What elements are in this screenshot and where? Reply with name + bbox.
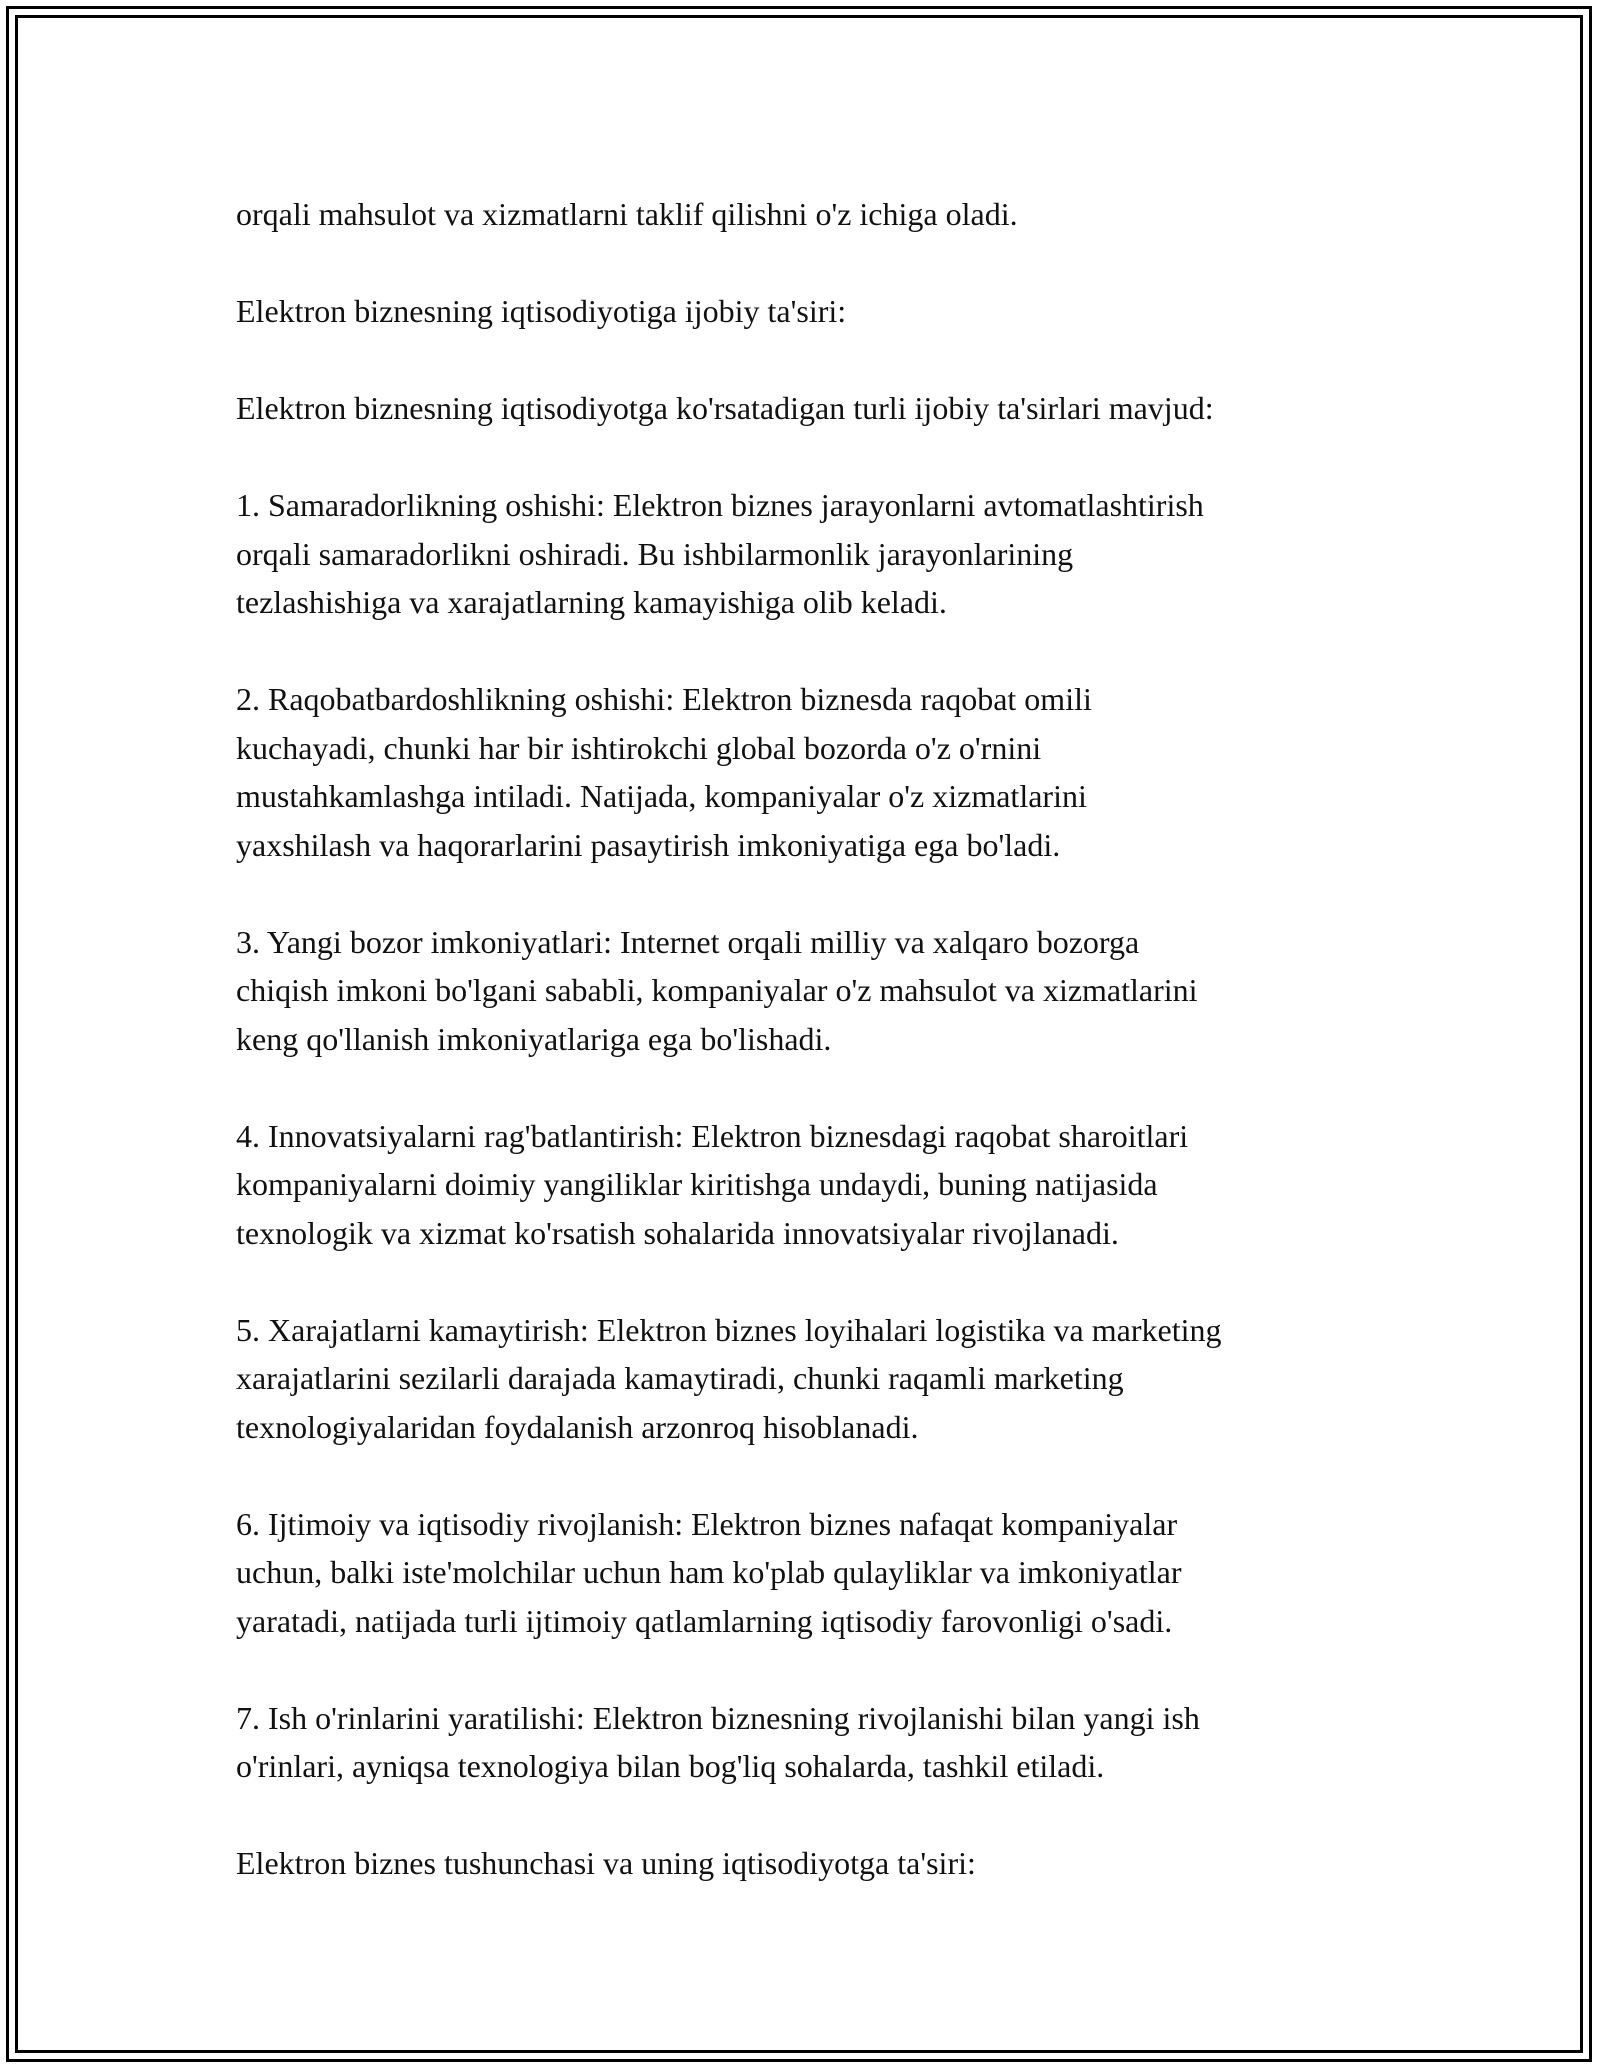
list-item-line: uchun, balki iste'molchilar uchun ham ko'plab qulayliklar va imkoniyatlar [236,1554,1182,1590]
list-item [236,1112,1376,1258]
list-item-line: chiqish imkoni bo'lgani sababli, kompaniyalar o'z mahsulot va xizmatlarini [236,972,1198,1008]
list-item [236,481,1376,627]
list-item-line: 3. Yangi bozor imkoniyatlari: Internet orqali milliy va xalqaro bozorga [236,923,1140,960]
list-item-line: 6. Ijtimoiy va iqtisodiy rivojlanish: Elektron biznes nafaqat kompaniyalar [236,1505,1178,1542]
list-item-line: 2. Raqobatbardoshlikning oshishi: Elektron biznesda raqobat omili [236,681,1092,717]
list-item-line: texnologik va xizmat ko'rsatish sohalarida innovatsiyalar rivojlanadi. [236,1214,1119,1251]
list-item-line: 5. Xarajatlarni kamaytirish: Elektron biznes loyihalari logistika va marketing [236,1311,1222,1348]
impact-heading: Elektron biznesning iqtisodiyotiga ijobiy ta'siri: [236,293,847,329]
list-item-line: orqali samaradorlikni oshiradi. Bu ishbilarmonlik jarayonlarining [236,535,1074,572]
list-item-line: 4. Innovatsiyalarni rag'batlantirish: Elektron biznesdagi raqobat sharoitlari [236,1117,1189,1154]
list-item-line: kuchayadi, chunki har bir ishtirokchi global bozorda o'z o'rnini [236,729,1042,766]
document-body [236,190,1376,1888]
list-item-line: kompaniyalarni doimiy yangiliklar kiritishga undaydi, buning natijasida [236,1166,1158,1202]
list-item-line: mustahkamlashga intiladi. Natijada, kompaniyalar o'z xizmatlarini [236,778,1087,814]
list-item-line: yaxshilash va haqorarlarini pasaytirish imkoniyatiga ega bo'ladi. [236,826,1061,863]
list-item-line: texnologiyalaridan foydalanish arzonroq hisoblanadi. [236,1408,919,1445]
closing-heading: Elektron biznes tushunchasi va uning iqtisodiyotga ta'siri: [236,1845,976,1881]
list-item [236,918,1376,1064]
lead-paragraph: Elektron biznesning iqtisodiyotga ko'rsatadigan turli ijobiy ta'sirlari mavjud: [236,390,1214,426]
intro-tail-paragraph: orqali mahsulot va xizmatlarni taklif qilishni o'z ichiga oladi. [236,196,1018,232]
list-item [236,1306,1376,1452]
list-item [236,675,1376,869]
list-item [236,1694,1376,1791]
list-item-line: yaratadi, natijada turli ijtimoiy qatlamlarning iqtisodiy farovonligi o'sadi. [236,1602,1173,1639]
list-item-line: xarajatlarini sezilarli darajada kamaytiradi, chunki raqamli marketing [236,1360,1124,1396]
list-item-line: o'rinlari, ayniqsa texnologiya bilan bog'liq sohalarda, tashkil etiladi. [236,1748,1105,1784]
list-item-line: tezlashishiga va xarajatlarning kamayishiga olib keladi. [236,584,947,620]
list-item [236,1500,1376,1646]
list-item-line: keng qo'llanish imkoniyatlariga ega bo'lishadi. [236,1020,832,1057]
list-item-line: 7. Ish o'rinlarini yaratilishi: Elektron biznesning rivojlanishi bilan yangi ish [236,1699,1200,1736]
list-item-line: 1. Samaradorlikning oshishi: Elektron biznes jarayonlarni avtomatlashtirish [236,487,1204,523]
